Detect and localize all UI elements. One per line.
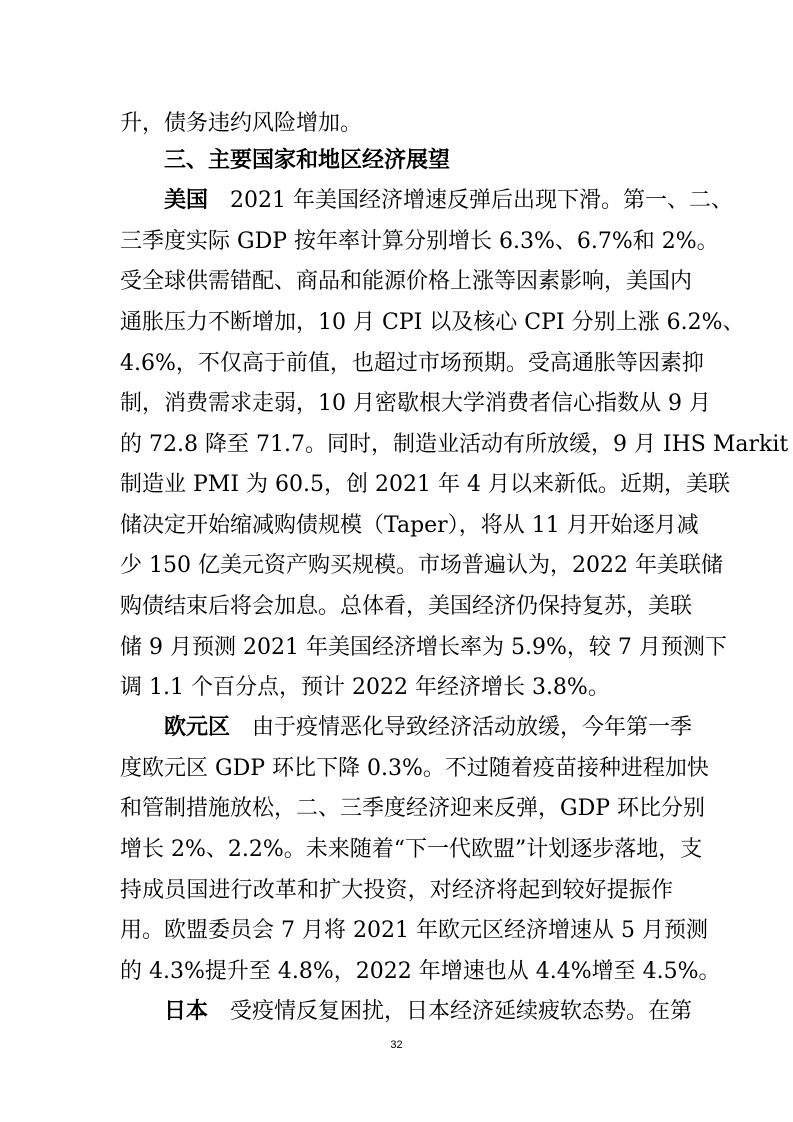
paragraph-line: 制，消费需求走弱，10 月密歇根大学消费者信心指数从 9 月 xyxy=(120,391,711,416)
paragraph-line: 增长 2%、2.2%。未来随着“下一代欧盟”计划逐步落地，支 xyxy=(120,837,703,862)
paragraph-line: 用。欧盟委员会 7 月将 2021 年欧元区经济增速从 5 月预测 xyxy=(120,918,708,943)
paragraph-line: 储 9 月预测 2021 年美国经济增长率为 5.9%，较 7 月预测下 xyxy=(120,635,727,660)
lead-term-japan: 日本 xyxy=(164,999,209,1024)
paragraph-us-start: 美国 2021 年美国经济增速反弹后出现下滑。第一、二、 xyxy=(164,188,733,213)
section-heading: 三、主要国家和地区经济展望 xyxy=(164,148,451,173)
paragraph-line: 4.6%，不仅高于前值，也超过市场预期。受高通胀等因素抑 xyxy=(120,351,704,376)
paragraph-line: 度欧元区 GDP 环比下降 0.3%。不过随着疫苗接种进程加快 xyxy=(120,756,709,781)
paragraph-line: 调 1.1 个百分点，预计 2022 年经济增长 3.8%。 xyxy=(120,675,610,700)
paragraph-line: 持成员国进行改革和扩大投资，对经济将起到较好提振作 xyxy=(120,878,673,903)
paragraph-line: 少 150 亿美元资产购买规模。市场普遍认为，2022 年美联储 xyxy=(120,553,723,578)
page-number: 32 xyxy=(390,1039,403,1051)
paragraph-line: 和管制措施放松，二、三季度经济迎来反弹，GDP 环比分别 xyxy=(120,796,706,821)
paragraph-line: 升，债务违约风险增加。 xyxy=(120,111,363,136)
paragraph-euro-start: 欧元区 由于疫情恶化导致经济活动放缓，今年第一季 xyxy=(164,715,693,740)
paragraph-line: 的 72.8 降至 71.7。同时，制造业活动有所放缓，9 月 IHS Markit xyxy=(120,432,789,457)
paragraph-japan-start: 日本 受疫情反复困扰，日本经济延续疲软态势。在第 xyxy=(164,999,693,1024)
lead-term-euro: 欧元区 xyxy=(164,715,231,740)
lead-term-us: 美国 xyxy=(164,188,209,213)
paragraph-line: 三季度实际 GDP 按年率计算分别增长 6.3%、6.7%和 2%。 xyxy=(120,229,719,254)
paragraph-line: 购债结束后将会加息。总体看，美国经济仍保持复苏，美联 xyxy=(120,594,693,619)
paragraph-line: 的 4.3%提升至 4.8%，2022 年增速也从 4.4%增至 4.5%。 xyxy=(120,959,721,984)
paragraph-line: 受全球供需错配、商品和能源价格上涨等因素影响，美国内 xyxy=(120,269,693,294)
paragraph-line: 通胀压力不断增加，10 月 CPI 以及核心 CPI 分别上涨 6.2%、 xyxy=(120,310,745,335)
paragraph-line: 制造业 PMI 为 60.5，创 2021 年 4 月以来新低。近期，美联 xyxy=(120,472,730,497)
paragraph-line: 储决定开始缩减购债规模（Taper），将从 11 月开始逐月减 xyxy=(120,513,699,538)
